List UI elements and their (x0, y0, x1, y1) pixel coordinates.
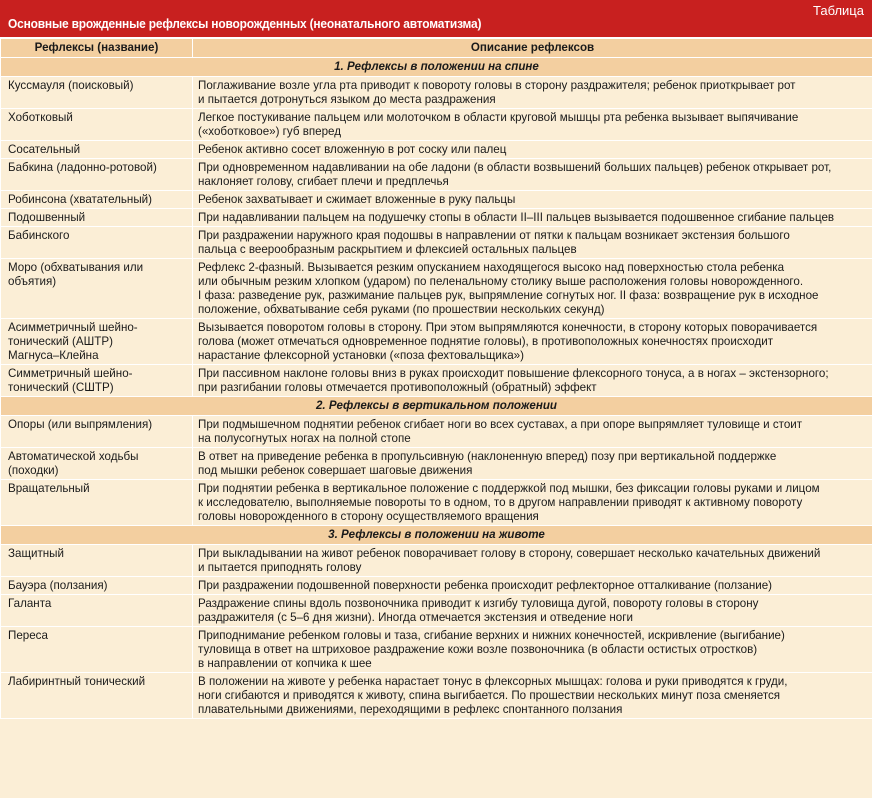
reflex-description (193, 416, 872, 448)
reflex-description-line: Вызывается поворотом головы в сторону. При этом выпрямляются конечности, в сторону которых поворачивается (198, 321, 818, 334)
table-row (1, 77, 872, 109)
reflex-description (193, 595, 872, 627)
table-row (1, 109, 872, 141)
table-row (1, 259, 872, 319)
reflex-table (0, 38, 872, 719)
reflex-name (1, 191, 193, 209)
column-header-name: Рефлексы (название) (1, 39, 193, 58)
reflex-description-line: В ответ на приведение ребенка в пропульсивную (наклоненную вперед) позу при вертикальной поддержке (198, 450, 777, 463)
reflex-name (1, 627, 193, 673)
reflex-description-line: раздражителя (с 5–6 дня жизни). Иногда отмечается экстензия и отведение ноги (198, 611, 633, 624)
reflex-name (1, 595, 193, 627)
reflex-description-line: Раздражение спины вдоль позвоночника приводит к изгибу туловища дугой, повороту головы в сторону (198, 597, 759, 610)
reflex-name-line: Асимметричный шейно- (8, 321, 138, 334)
column-header-description: Описание рефлексов (193, 39, 872, 58)
reflex-description (193, 159, 872, 191)
reflex-name-line: Моро (обхватывания или (8, 261, 144, 274)
table-row (1, 627, 872, 673)
table-row (1, 545, 872, 577)
table-body (1, 58, 872, 719)
reflex-description (193, 227, 872, 259)
reflex-description-line: нарастание флексорной установки («поза фехтовальщика») (198, 349, 524, 362)
table-row (1, 595, 872, 627)
reflex-name-line: объятия) (8, 275, 57, 288)
table-row (1, 577, 872, 595)
reflex-description-line: В положении на животе у ребенка нарастает тонус в флексорных мышцах: голова и руки приводятся к груди, (198, 675, 788, 688)
table-title: Основные врожденные рефлексы новорожденных (неонатального автоматизма) (8, 16, 482, 31)
reflex-description-line: к исследователю, выполняемые повороты то в одном, то в другом направлении приводят к активному повороту (198, 496, 803, 509)
reflex-name (1, 77, 193, 109)
reflex-name (1, 209, 193, 227)
reflex-name (1, 673, 193, 719)
reflex-description-line: головы новорожденного в сторону осуществляемого вращения (198, 510, 539, 523)
reflex-description-line: Ребенок активно сосет вложенную в рот соску или палец (198, 143, 507, 156)
reflex-description-line: плавательными движениями, переходящими в рефлекс спонтанного ползания (198, 703, 623, 716)
reflex-name-line: Бабкина (ладонно-ротовой) (8, 161, 157, 174)
table-row (1, 319, 872, 365)
reflex-name-line: Сосательный (8, 143, 81, 156)
reflex-name-line: Вращательный (8, 482, 90, 495)
reflex-description-line: туловища в ответ на штриховое раздражение кожи возле позвоночника (в области остистых отростков) (198, 643, 758, 656)
reflex-name-line: Куссмауля (поисковый) (8, 79, 134, 92)
reflex-description-line: I фаза: разведение рук, разжимание пальцев рук, выпрямление согнутых ног. II фаза: возвращение рук в исходное (198, 289, 819, 302)
reflex-description-line: ноги сгибаются и приводятся к животу, спина выгибается. По прошествии нескольких минут поза сменяется (198, 689, 781, 702)
reflex-name (1, 577, 193, 595)
table-row (1, 191, 872, 209)
reflex-name-line: Переса (8, 629, 48, 642)
reflex-description (193, 577, 872, 595)
reflex-name (1, 416, 193, 448)
column-header-row (1, 39, 872, 58)
reflex-name (1, 141, 193, 159)
reflex-description-line: При одновременном надавливании на обе ладони (в области возвышений больших пальцев) ребенок открывает рот, (198, 161, 832, 174)
reflex-description-line: наклоняет голову, сгибает плечи и предплечья (198, 175, 449, 188)
reflex-description-line: При поднятии ребенка в вертикальное положение с поддержкой под мышки, без фиксации головы руками и лицом (198, 482, 820, 495)
reflex-name-line: Бауэра (ползания) (8, 579, 108, 592)
reflex-name (1, 259, 193, 319)
reflex-name-line: Симметричный шейно- (8, 367, 133, 380)
reflex-name (1, 109, 193, 141)
reflex-description-line: Рефлекс 2-фазный. Вызывается резким опусканием находящегося высоко над поверхностью стола ребенка (198, 261, 785, 274)
reflex-description (193, 259, 872, 319)
section-title: 2. Рефлексы в вертикальном положении (1, 397, 872, 416)
reflex-description-line: При раздражении подошвенной поверхности ребенка происходит рефлекторное отталкивание (ползание) (198, 579, 773, 592)
reflex-name-line: тонический (СШТР) (8, 381, 114, 394)
reflex-description (193, 545, 872, 577)
reflex-name (1, 480, 193, 526)
reflex-name (1, 227, 193, 259)
table-row (1, 365, 872, 397)
reflex-description-line: на полусогнутых ногах на полной стопе (198, 432, 411, 445)
table-row (1, 480, 872, 526)
table-row (1, 448, 872, 480)
reflex-description-line: положение, обхватывание себя руками (по прошествии нескольких секунд) (198, 303, 605, 316)
reflex-name-line: Защитный (8, 547, 64, 560)
reflex-description-line: Легкое постукивание пальцем или молоточком в области круговой мышцы рта ребенка вызывает выпячивание (198, 111, 799, 124)
reflex-description (193, 209, 872, 227)
reflex-description-line: или обычным резким хлопком (ударом) по пеленальному столику выше расположения головы новорожденного. (198, 275, 804, 288)
reflex-name-line: Бабинского (8, 229, 70, 242)
reflex-description-line: голова (может отмечаться одновременное поднятие головы), в противоположных конечностях происходит (198, 335, 774, 348)
reflex-name-line: Робинсона (хватательный) (8, 193, 153, 206)
section-header-row (1, 58, 872, 77)
reflex-name-line: Подошвенный (8, 211, 86, 224)
reflex-name-line: тонический (АШТР) (8, 335, 113, 348)
reflex-name-line: Лабиринтный тонический (8, 675, 146, 688)
table-row (1, 141, 872, 159)
reflex-description-line: При подмышечном поднятии ребенок сгибает ноги во всех суставах, а при опоре выпрямляет туловище и стоит (198, 418, 803, 431)
table-label: Таблица (813, 3, 864, 18)
reflex-description-line: При надавливании пальцем на подушечку стопы в области II–III пальцев вызывается подошвенное сгибание пальцев (198, 211, 835, 224)
reflex-description (193, 448, 872, 480)
reflex-name (1, 365, 193, 397)
section-title: 1. Рефлексы в положении на спине (1, 58, 872, 77)
reflex-name (1, 545, 193, 577)
section-header-row (1, 397, 872, 416)
reflex-description (193, 365, 872, 397)
reflex-description-line: При раздражении наружного края подошвы в направлении от пятки к пальцам возникает экстензия большого (198, 229, 790, 242)
reflex-description (193, 673, 872, 719)
reflex-name-line: Опоры (или выпрямления) (8, 418, 153, 431)
reflex-description (193, 480, 872, 526)
table-row (1, 416, 872, 448)
reflex-name-line: (походки) (8, 464, 59, 477)
section-title: 3. Рефлексы в положении на животе (1, 526, 872, 545)
reflex-description-line: и пытается приподнять голову (198, 561, 362, 574)
section-header-row (1, 526, 872, 545)
reflex-name-line: Хоботковый (8, 111, 73, 124)
title-bar (0, 0, 872, 38)
reflex-description (193, 77, 872, 109)
reflex-description-line: и пытается дотронуться языком до места раздражения (198, 93, 496, 106)
table-row (1, 227, 872, 259)
table-row (1, 159, 872, 191)
reflex-description-line: в направлении от копчика к шее (198, 657, 372, 670)
reflex-description-line: Ребенок захватывает и сжимает вложенные в руку пальцы (198, 193, 516, 206)
reflex-description-line: При выкладывании на живот ребенок поворачивает голову в сторону, совершает несколько качательных движений (198, 547, 821, 560)
reflex-description-line: при разгибании головы отмечается противоположный (обратный) эффект (198, 381, 597, 394)
reflex-description-line: под мышки ребенок совершает шаговые движения (198, 464, 473, 477)
reflex-description (193, 627, 872, 673)
reflex-description-line: («хоботковое») губ вперед (198, 125, 341, 138)
reflex-description (193, 191, 872, 209)
reflex-name (1, 448, 193, 480)
reflex-description (193, 319, 872, 365)
reflex-name-line: Магнуса–Клейна (8, 349, 99, 362)
reflex-name-line: Галанта (8, 597, 52, 610)
reflex-description-line: При пассивном наклоне головы вниз в руках происходит повышение флексорного тонуса, а в ногах – экстензорного; (198, 367, 829, 380)
reflex-description (193, 109, 872, 141)
reflex-name (1, 319, 193, 365)
reflex-name (1, 159, 193, 191)
reflex-description-line: пальца с веерообразным раскрытием и флексией остальных пальцев (198, 243, 577, 256)
reflex-description-line: Поглаживание возле угла рта приводит к повороту головы в сторону раздражителя; ребенок приоткрывает рот (198, 79, 796, 92)
reflex-description-line: Приподнимание ребенком головы и таза, сгибание верхних и нижних конечностей, искривление (выгибание) (198, 629, 785, 642)
table-row (1, 209, 872, 227)
reflex-description (193, 141, 872, 159)
reflex-name-line: Автоматической ходьбы (8, 450, 139, 463)
table-row (1, 673, 872, 719)
